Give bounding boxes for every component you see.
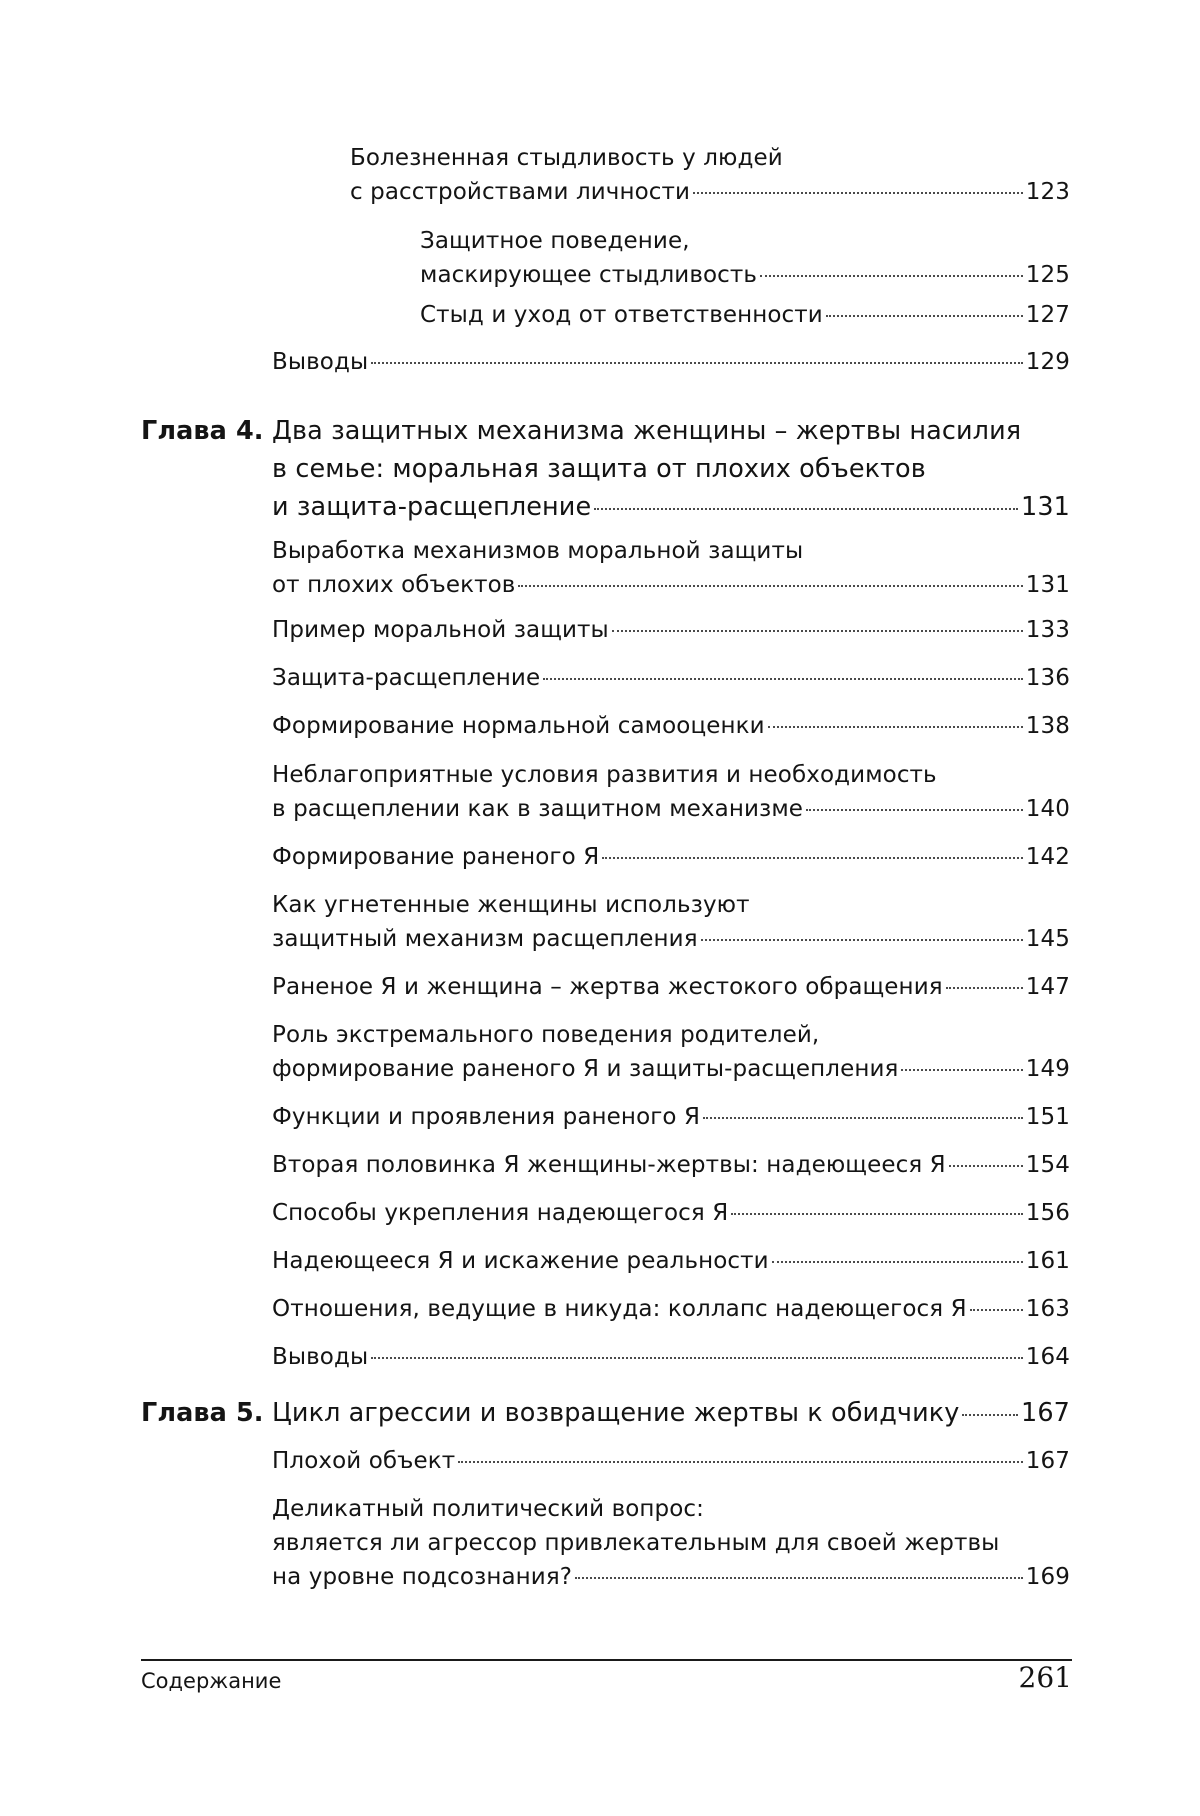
- toc-entry-line: [420, 258, 1070, 292]
- toc-entry: [272, 1292, 1070, 1326]
- toc-page-number: 123: [1025, 179, 1070, 205]
- toc-entry-title: Раненое Я и женщина – жертва жестокого обращения: [272, 974, 943, 1000]
- dot-leader: [901, 1063, 1022, 1071]
- toc-entry-line: [272, 661, 1070, 695]
- toc-page-number: 149: [1025, 1056, 1070, 1082]
- toc-page-number: 147: [1025, 974, 1070, 1000]
- dot-leader: [768, 720, 1023, 728]
- toc-entry: [272, 840, 1070, 874]
- toc-page-number: 127: [1025, 302, 1070, 328]
- footer-divider: [141, 1659, 1072, 1661]
- toc-entry-line: [272, 345, 1070, 379]
- toc-entry: [272, 709, 1070, 743]
- toc-page-number: 142: [1025, 844, 1070, 870]
- toc-entry-line: [272, 1340, 1070, 1374]
- toc-chapter-entry: [141, 1394, 1070, 1432]
- dot-leader: [612, 624, 1023, 632]
- toc-entry-line: [272, 758, 1070, 792]
- toc-entry-title: Способы укрепления надеющегося Я: [272, 1200, 729, 1226]
- toc-entry-title: Функции и проявления раненого Я: [272, 1104, 701, 1130]
- toc-entry-line: [272, 450, 1070, 488]
- toc-entry: [272, 1196, 1070, 1230]
- toc-entry-title: Защита-расщепление: [272, 665, 541, 691]
- toc-entry-title: Выводы: [272, 1344, 369, 1370]
- toc-entry-title: Надеющееся Я и искажение реальности: [272, 1248, 769, 1274]
- dot-leader: [731, 1207, 1022, 1215]
- toc-entry: [272, 1444, 1070, 1478]
- toc-entry: [272, 345, 1070, 379]
- toc-entry-title: Роль экстремального поведения родителей,: [272, 1022, 820, 1048]
- toc-entry-title: Формирование раненого Я: [272, 844, 600, 870]
- toc-entry: [272, 1100, 1070, 1134]
- toc-entry-title: Болезненная стыдливость у людей: [350, 145, 783, 171]
- toc-entry: [272, 1148, 1070, 1182]
- toc-entry-title: Отношения, ведущие в никуда: коллапс надеющегося Я: [272, 1296, 967, 1322]
- toc-entry-line: [272, 534, 1070, 568]
- toc-entry-line: [272, 1560, 1070, 1594]
- dot-leader: [371, 1351, 1023, 1359]
- toc-entry-title: Цикл агрессии и возвращение жертвы к обидчику: [272, 1398, 960, 1428]
- toc-entry-title: Формирование нормальной самооценки: [272, 713, 765, 739]
- toc-page-number: 151: [1025, 1104, 1070, 1130]
- toc-page-number: 125: [1025, 262, 1070, 288]
- dot-leader: [826, 309, 1023, 317]
- toc-entry-title: Деликатный политический вопрос:: [272, 1496, 705, 1522]
- dot-leader: [962, 1408, 1018, 1416]
- toc-entry-title: Выводы: [272, 349, 369, 375]
- toc-entry-line: [272, 1244, 1070, 1278]
- toc-entry-title: и защита-расщепление: [272, 492, 592, 522]
- toc-entry-title: в семье: моральная защита от плохих объектов: [272, 454, 926, 484]
- toc-entry: [272, 1340, 1070, 1374]
- toc-entry: [272, 970, 1070, 1004]
- dot-leader: [602, 851, 1023, 859]
- toc-entry-title: Плохой объект: [272, 1448, 456, 1474]
- toc-entry-line: [272, 412, 1070, 450]
- dot-leader: [371, 356, 1023, 364]
- toc-entry-line: [272, 488, 1070, 526]
- toc-page-number: 169: [1025, 1564, 1070, 1590]
- toc-entry-line: [272, 888, 1070, 922]
- footer-page-number: 261: [1018, 1661, 1072, 1694]
- toc-entry-title: является ли агрессор привлекательным для своей жертвы: [272, 1530, 1000, 1556]
- chapter-number: Глава 5.: [141, 1398, 264, 1428]
- toc-entry-title: формирование раненого Я и защиты-расщепления: [272, 1056, 899, 1082]
- toc-entry-line: [272, 922, 1070, 956]
- toc-entry-title: Два защитных механизма женщины – жертвы насилия: [272, 416, 1022, 446]
- toc-entry-line: [272, 613, 1070, 647]
- toc-entry-title: маскирующее стыдливость: [420, 262, 758, 288]
- toc-entry-title: Неблагоприятные условия развития и необходимость: [272, 762, 937, 788]
- toc-entry: [350, 141, 1070, 209]
- toc-page-number: 161: [1025, 1248, 1070, 1274]
- toc-chapter-entry: [141, 412, 1070, 526]
- toc-entry: [272, 613, 1070, 647]
- dot-leader: [693, 186, 1023, 194]
- toc-page-number: 140: [1025, 796, 1070, 822]
- toc-page-number: 131: [1025, 572, 1070, 598]
- toc-entry: [272, 1244, 1070, 1278]
- toc-page-number: 133: [1025, 617, 1070, 643]
- toc-entry-line: [272, 1100, 1070, 1134]
- toc-entry-line: [272, 1052, 1070, 1086]
- toc-entry-line: [272, 1018, 1070, 1052]
- dot-leader: [518, 579, 1022, 587]
- toc-page-number: 154: [1025, 1152, 1070, 1178]
- footer-section-title: Содержание: [141, 1669, 282, 1693]
- toc-entry: [272, 1492, 1070, 1594]
- toc-page-number: 167: [1021, 1398, 1070, 1428]
- dot-leader: [458, 1455, 1023, 1463]
- toc-entry-title: Выработка механизмов моральной защиты: [272, 538, 804, 564]
- toc-entry-line: [350, 175, 1070, 209]
- toc-page-number: 129: [1025, 349, 1070, 375]
- toc-entry-title: от плохих объектов: [272, 572, 516, 598]
- chapter-number: Глава 4.: [141, 416, 264, 446]
- dot-leader: [594, 502, 1018, 510]
- toc-entry-line: [272, 1394, 1070, 1432]
- toc-entry: [420, 298, 1070, 332]
- toc-entry-line: [272, 1148, 1070, 1182]
- toc-entry: [272, 1018, 1070, 1086]
- toc-entry: [272, 661, 1070, 695]
- toc-entry: [420, 224, 1070, 292]
- toc-page-number: 131: [1021, 492, 1070, 522]
- toc-entry: [272, 888, 1070, 956]
- toc-entry-title: на уровне подсознания?: [272, 1564, 573, 1590]
- toc-entry-title: Вторая половинка Я женщины-жертвы: надеющееся Я: [272, 1152, 946, 1178]
- dot-leader: [760, 269, 1023, 277]
- toc-page-number: 163: [1025, 1296, 1070, 1322]
- toc-entry-line: [272, 1196, 1070, 1230]
- toc-entry-title: защитный механизм расщепления: [272, 926, 698, 952]
- toc-entry-line: [420, 224, 1070, 258]
- dot-leader: [970, 1303, 1023, 1311]
- dot-leader: [703, 1111, 1023, 1119]
- dot-leader: [946, 981, 1023, 989]
- toc-entry-line: [272, 970, 1070, 1004]
- toc-entry-line: [350, 141, 1070, 175]
- dot-leader: [772, 1255, 1023, 1263]
- toc-entry-title: с расстройствами личности: [350, 179, 691, 205]
- toc-entry-line: [420, 298, 1070, 332]
- toc-entry: [272, 534, 1070, 602]
- toc-page-number: 167: [1025, 1448, 1070, 1474]
- toc-entry-title: Стыд и уход от ответственности: [420, 302, 823, 328]
- toc-entry-line: [272, 1526, 1070, 1560]
- toc-entry-title: Пример моральной защиты: [272, 617, 609, 643]
- toc-entry-line: [272, 709, 1070, 743]
- toc-entry-line: [272, 792, 1070, 826]
- toc-entry-title: в расщеплении как в защитном механизме: [272, 796, 804, 822]
- dot-leader: [543, 672, 1023, 680]
- dot-leader: [575, 1571, 1023, 1579]
- toc-page-number: 145: [1025, 926, 1070, 952]
- toc-entry-line: [272, 1444, 1070, 1478]
- dot-leader: [701, 933, 1023, 941]
- toc-entry-line: [272, 840, 1070, 874]
- toc-entry-title: Как угнетенные женщины используют: [272, 892, 750, 918]
- toc-page-number: 164: [1025, 1344, 1070, 1370]
- toc-page-number: 138: [1025, 713, 1070, 739]
- toc-page-number: 156: [1025, 1200, 1070, 1226]
- toc-page-number: 136: [1025, 665, 1070, 691]
- dot-leader: [806, 803, 1023, 811]
- toc-entry: [272, 758, 1070, 826]
- toc-entry-line: [272, 568, 1070, 602]
- toc-entry-title: Защитное поведение,: [420, 228, 690, 254]
- toc-entry-line: [272, 1292, 1070, 1326]
- dot-leader: [949, 1159, 1023, 1167]
- toc-entry-line: [272, 1492, 1070, 1526]
